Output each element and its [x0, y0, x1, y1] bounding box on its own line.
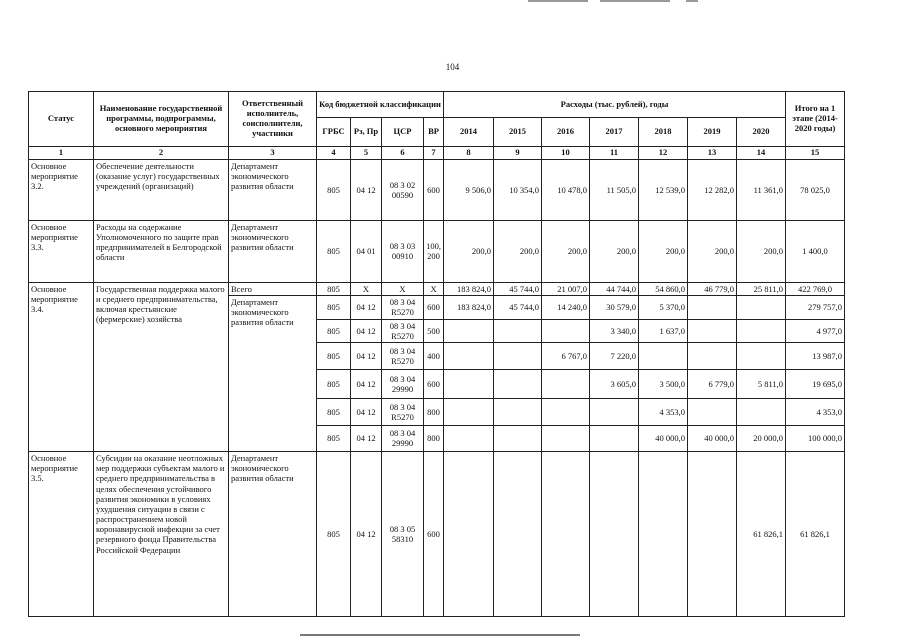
value-cell: 61 826,1 [737, 451, 786, 616]
value-cell: 40 000,0 [639, 425, 688, 451]
value-cell [639, 451, 688, 616]
value-cell: 44 744,0 [590, 282, 639, 295]
csr-cell: 08 3 03 00910 [382, 220, 424, 282]
header-rz-pr: Рз, Пр [351, 118, 382, 147]
scan-mark-bottom [300, 634, 580, 636]
header-status: Статус [29, 92, 94, 147]
total-cell: 78 025,0 [786, 159, 845, 220]
value-cell: 4 353,0 [639, 398, 688, 425]
csr-cell: 08 3 04 R5270 [382, 342, 424, 369]
total-cell: 19 695,0 [786, 369, 845, 398]
value-cell [542, 451, 590, 616]
value-cell [737, 319, 786, 342]
rz-cell: 04 12 [351, 342, 382, 369]
vr-cell: 100, 200 [424, 220, 444, 282]
csr-cell: 08 3 04 R5270 [382, 398, 424, 425]
csr-cell: 08 3 04 R5270 [382, 319, 424, 342]
value-cell: 6 779,0 [688, 369, 737, 398]
value-cell [542, 425, 590, 451]
executor-cell: Департамент экономического развития области [229, 159, 317, 220]
header-year: 2019 [688, 118, 737, 147]
vr-cell: 800 [424, 398, 444, 425]
value-cell [444, 319, 494, 342]
value-cell: 183 824,0 [444, 295, 494, 319]
column-index: 2 [94, 147, 229, 160]
rz-cell: 04 01 [351, 220, 382, 282]
value-cell: 3 500,0 [639, 369, 688, 398]
value-cell: 45 744,0 [494, 295, 542, 319]
value-cell [494, 451, 542, 616]
value-cell: 14 240,0 [542, 295, 590, 319]
value-cell [590, 398, 639, 425]
column-index-row [29, 147, 845, 160]
rz-cell: 04 12 [351, 425, 382, 451]
value-cell [590, 451, 639, 616]
column-index: 14 [737, 147, 786, 160]
column-index: 8 [444, 147, 494, 160]
grbs-cell: 805 [317, 425, 351, 451]
grbs-cell: 805 [317, 295, 351, 319]
csr-cell: 08 3 02 00590 [382, 159, 424, 220]
value-cell: 12 539,0 [639, 159, 688, 220]
total-cell: 279 757,0 [786, 295, 845, 319]
column-index: 1 [29, 147, 94, 160]
value-cell: 10 478,0 [542, 159, 590, 220]
value-cell: 45 744,0 [494, 282, 542, 295]
value-cell [444, 342, 494, 369]
csr-cell: 08 3 04 R5270 [382, 295, 424, 319]
column-index: 5 [351, 147, 382, 160]
header-year: 2017 [590, 118, 639, 147]
value-cell: 1 637,0 [639, 319, 688, 342]
value-cell [542, 319, 590, 342]
csr-cell: 08 3 05 58310 [382, 451, 424, 616]
vr-cell: 800 [424, 425, 444, 451]
value-cell: 3 340,0 [590, 319, 639, 342]
value-cell [590, 425, 639, 451]
value-cell [688, 319, 737, 342]
scan-mark-top [528, 0, 588, 2]
value-cell: 11 361,0 [737, 159, 786, 220]
executor-cell: Департамент экономического развития области [229, 295, 317, 451]
value-cell [688, 398, 737, 425]
total-cell: 61 826,1 [786, 451, 845, 616]
rz-cell: 04 12 [351, 295, 382, 319]
name-cell: Обеспечение деятельности (оказание услуг) государственных учреждений (организаций) [94, 159, 229, 220]
value-cell [639, 342, 688, 369]
value-cell: 40 000,0 [688, 425, 737, 451]
csr-cell: 08 3 04 29990 [382, 425, 424, 451]
value-cell: 200,0 [444, 220, 494, 282]
grbs-cell: 805 [317, 282, 351, 295]
rz-cell: 04 12 [351, 369, 382, 398]
status-cell: Основное мероприятие 3.3. [29, 220, 94, 282]
value-cell: 20 000,0 [737, 425, 786, 451]
header-name: Наименование государственной программы, подпрограммы, основного мероприятия [94, 92, 229, 147]
value-cell [444, 425, 494, 451]
value-cell [494, 425, 542, 451]
value-cell: 25 811,0 [737, 282, 786, 295]
value-cell [737, 398, 786, 425]
value-cell [542, 398, 590, 425]
scan-mark-top [686, 0, 698, 2]
value-cell: 10 354,0 [494, 159, 542, 220]
header-total: Итого на 1 этапе (2014-2020 годы) [786, 92, 845, 147]
rz-cell: X [351, 282, 382, 295]
vr-cell: 600 [424, 451, 444, 616]
value-cell [444, 398, 494, 425]
vr-cell: 500 [424, 319, 444, 342]
column-index: 7 [424, 147, 444, 160]
value-cell: 3 605,0 [590, 369, 639, 398]
value-cell [494, 342, 542, 369]
value-cell: 200,0 [494, 220, 542, 282]
grbs-cell: 805 [317, 451, 351, 616]
executor-cell: Всего [229, 282, 317, 295]
vr-cell: 600 [424, 295, 444, 319]
value-cell: 200,0 [590, 220, 639, 282]
vr-cell: 400 [424, 342, 444, 369]
header-budget-code: Код бюджетной классификации [317, 92, 444, 118]
value-cell [737, 342, 786, 369]
value-cell: 200,0 [737, 220, 786, 282]
value-cell: 5 811,0 [737, 369, 786, 398]
value-cell: 183 824,0 [444, 282, 494, 295]
header-row [29, 92, 845, 118]
total-cell: 4 977,0 [786, 319, 845, 342]
name-cell: Расходы на содержание Уполномоченного по защите прав предпринимателей в Белгородской области [94, 220, 229, 282]
value-cell: 21 007,0 [542, 282, 590, 295]
name-cell: Субсидии на оказание неотложных мер поддержки субъектам малого и среднего предпринимательства в целях обеспечения устойчивого развития экономики в условиях ухудшения ситуации в связи с распространением новой коронавирусной инфекции за счет резервного фонда Правительства Российской Федерации [94, 451, 229, 616]
executor-cell: Департамент экономического развития области [229, 220, 317, 282]
value-cell: 12 282,0 [688, 159, 737, 220]
grbs-cell: 805 [317, 342, 351, 369]
budget-table [28, 91, 845, 617]
value-cell: 7 220,0 [590, 342, 639, 369]
total-cell: 100 000,0 [786, 425, 845, 451]
header-grbs: ГРБС [317, 118, 351, 147]
header-year: 2014 [444, 118, 494, 147]
value-cell: 54 860,0 [639, 282, 688, 295]
table-row [29, 220, 845, 282]
value-cell: 200,0 [639, 220, 688, 282]
value-cell: 46 779,0 [688, 282, 737, 295]
table-row [29, 451, 845, 616]
column-index: 10 [542, 147, 590, 160]
total-cell: 4 353,0 [786, 398, 845, 425]
csr-cell: X [382, 282, 424, 295]
header-expenses: Расходы (тыс. рублей), годы [444, 92, 786, 118]
header-year: 2015 [494, 118, 542, 147]
value-cell [494, 319, 542, 342]
column-index: 3 [229, 147, 317, 160]
rz-cell: 04 12 [351, 398, 382, 425]
value-cell: 200,0 [542, 220, 590, 282]
grbs-cell: 805 [317, 159, 351, 220]
value-cell [444, 451, 494, 616]
value-cell [688, 295, 737, 319]
executor-cell: Департамент экономического развития области [229, 451, 317, 616]
header-year: 2020 [737, 118, 786, 147]
header-year: 2016 [542, 118, 590, 147]
value-cell [688, 342, 737, 369]
header-year: 2018 [639, 118, 688, 147]
column-index: 12 [639, 147, 688, 160]
vr-cell: X [424, 282, 444, 295]
rz-cell: 04 12 [351, 319, 382, 342]
value-cell: 5 370,0 [639, 295, 688, 319]
value-cell: 200,0 [688, 220, 737, 282]
rz-cell: 04 12 [351, 451, 382, 616]
grbs-cell: 805 [317, 398, 351, 425]
table-row [29, 159, 845, 220]
column-index: 9 [494, 147, 542, 160]
status-cell: Основное мероприятие 3.2. [29, 159, 94, 220]
column-index: 6 [382, 147, 424, 160]
page-number: 104 [445, 62, 460, 72]
column-index: 4 [317, 147, 351, 160]
value-cell [542, 369, 590, 398]
column-index: 11 [590, 147, 639, 160]
value-cell [688, 451, 737, 616]
value-cell: 30 579,0 [590, 295, 639, 319]
header-executor: Ответственный исполнитель, соисполнители, участники [229, 92, 317, 147]
grbs-cell: 805 [317, 220, 351, 282]
total-cell: 13 987,0 [786, 342, 845, 369]
total-cell: 1 400,0 [786, 220, 845, 282]
value-cell [494, 398, 542, 425]
column-index: 13 [688, 147, 737, 160]
rz-cell: 04 12 [351, 159, 382, 220]
total-cell: 422 769,0 [786, 282, 845, 295]
table-row [29, 282, 845, 295]
value-cell: 9 506,0 [444, 159, 494, 220]
header-csr: ЦСР [382, 118, 424, 147]
csr-cell: 08 3 04 29990 [382, 369, 424, 398]
grbs-cell: 805 [317, 369, 351, 398]
name-cell: Государственная поддержка малого и среднего предпринимательства, включая крестьянские (фермерские) хозяйства [94, 282, 229, 451]
value-cell [444, 369, 494, 398]
column-index: 15 [786, 147, 845, 160]
value-cell: 6 767,0 [542, 342, 590, 369]
value-cell [494, 369, 542, 398]
value-cell: 11 505,0 [590, 159, 639, 220]
grbs-cell: 805 [317, 319, 351, 342]
vr-cell: 600 [424, 159, 444, 220]
scan-mark-top [600, 0, 670, 2]
header-vr: ВР [424, 118, 444, 147]
status-cell: Основное мероприятие 3.4. [29, 282, 94, 451]
value-cell [737, 295, 786, 319]
vr-cell: 600 [424, 369, 444, 398]
status-cell: Основное мероприятие 3.5. [29, 451, 94, 616]
